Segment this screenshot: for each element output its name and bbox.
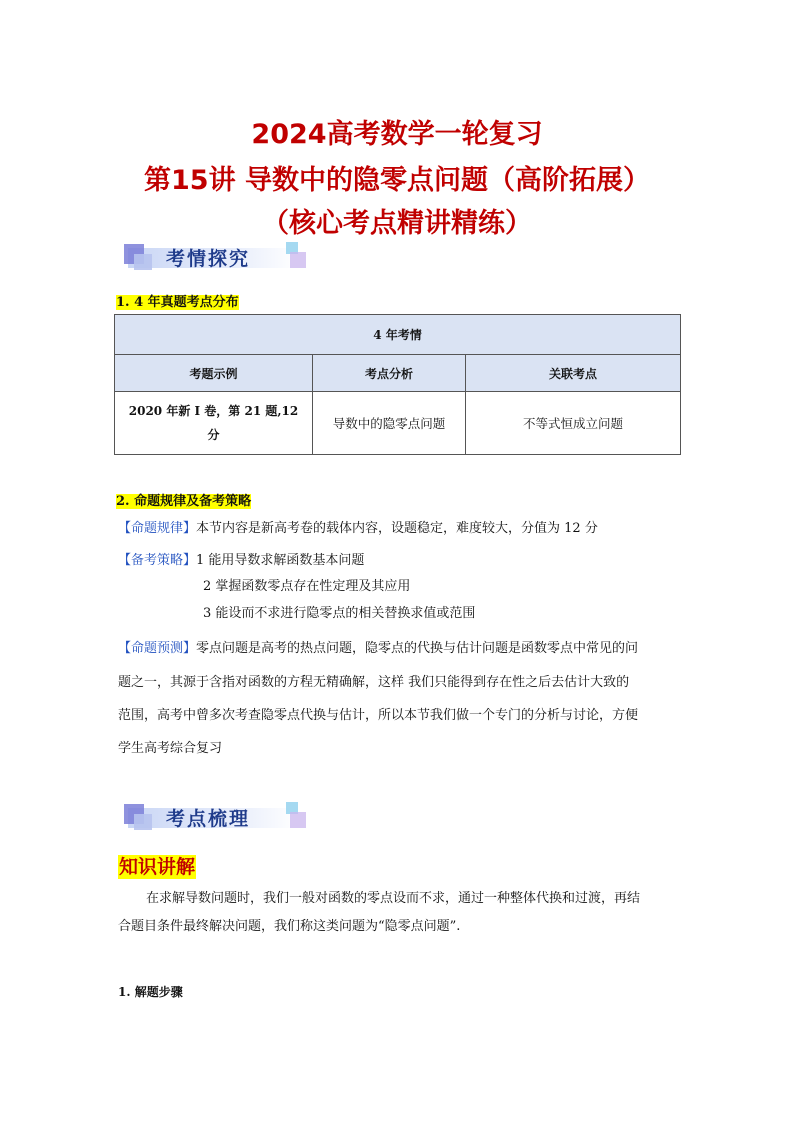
table-header: 4 年考情 — [115, 315, 681, 355]
strategy-item: 1 能用导数求解函数基本问题 — [196, 553, 365, 568]
rule-paragraph — [118, 519, 598, 539]
strategy-item: 2 掌握函数零点存在性定理及其应用 — [203, 579, 411, 594]
forecast-line: 题之一，其源于含指对函数的方程无精确解，这样 我们只能得到存在性之后去估计大致的 — [118, 675, 630, 690]
banner-label: 考点梳理 — [166, 808, 251, 830]
banner-label: 考情探究 — [166, 248, 251, 270]
table-cell: 2020 年新 I 卷，第 21 题,12 分 — [115, 392, 313, 455]
knowledge-line: 在求解导数问题时，我们一般对函数的零点设而不求，通过一种整体代换和过渡，再结 — [146, 891, 641, 906]
section-2-heading: 2. 命题规律及备考策略 — [116, 494, 252, 509]
table-row — [115, 392, 681, 455]
forecast-label: 【命题预测】 — [118, 641, 197, 656]
table-cell: 不等式恒成立问题 — [466, 392, 681, 455]
column-header: 关联考点 — [466, 355, 681, 392]
banner-square-decoration — [290, 812, 306, 828]
banner-square-decoration — [134, 254, 152, 270]
forecast-line: 范围，高考中曾多次考查隐零点代换与估计，所以本节我们做一个专门的分析与讨论，方便 — [118, 708, 639, 723]
forecast-line-1 — [118, 639, 638, 659]
rule-text: 本节内容是新高考卷的载体内容，设题稳定，难度较大，分值为 12 分 — [196, 521, 598, 536]
exam-distribution-table — [114, 314, 681, 455]
column-header: 考点分析 — [313, 355, 466, 392]
steps-heading: 1. 解题步骤 — [118, 985, 183, 999]
title-line-1: 2024高考数学一轮复习 — [251, 119, 543, 150]
strategy-line-1 — [118, 551, 364, 571]
table-cell: 导数中的隐零点问题 — [313, 392, 466, 455]
rule-label: 【命题规律】 — [118, 521, 197, 536]
column-header: 考题示例 — [115, 355, 313, 392]
banner-square-decoration — [134, 814, 152, 830]
knowledge-heading: 知识讲解 — [119, 856, 196, 878]
banner-square-decoration — [290, 252, 306, 268]
title-line-2: 第15讲 导数中的隐零点问题（高阶拓展） — [144, 165, 650, 196]
section-banner-key-points — [124, 800, 308, 836]
section-banner-exam-analysis — [124, 240, 308, 276]
knowledge-line: 合题目条件最终解决问题，我们称这类问题为“隐零点问题”. — [118, 919, 461, 934]
strategy-label: 【备考策略】 — [118, 553, 197, 568]
title-line-3: （核心考点精讲精练） — [262, 208, 532, 239]
strategy-item: 3 能设而不求进行隐零点的相关替换求值或范围 — [203, 606, 476, 621]
section-1-heading: 1. 4 年真题考点分布 — [116, 295, 239, 310]
forecast-text: 零点问题是高考的热点问题，隐零点的代换与估计问题是函数零点中常见的问 — [196, 641, 639, 656]
forecast-line: 学生高考综合复习 — [118, 741, 223, 756]
